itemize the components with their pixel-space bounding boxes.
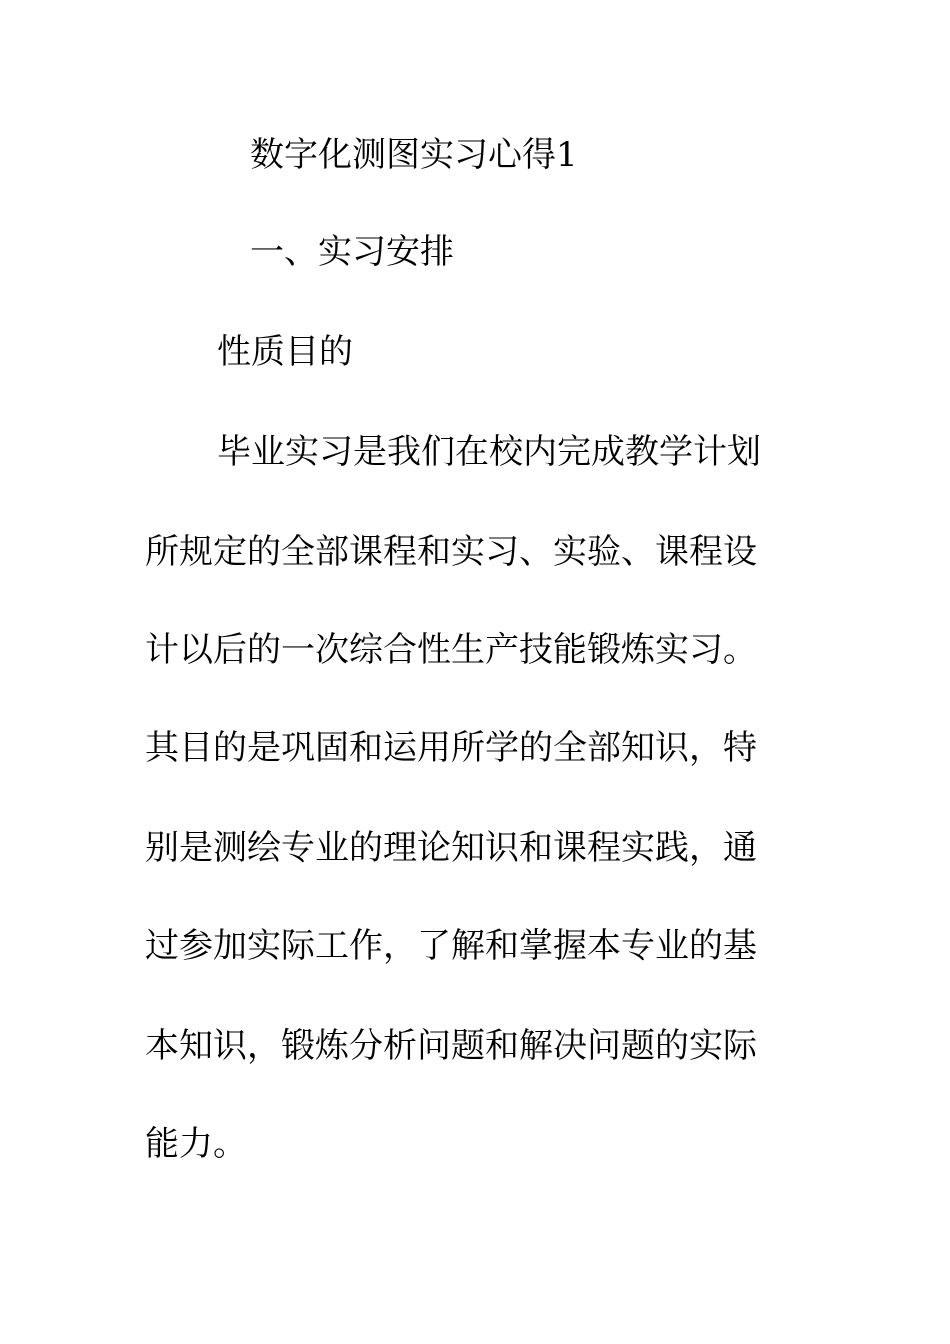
paragraph-line: 其目的是巩固和运用所学的全部知识，特 xyxy=(145,728,757,768)
paragraph-line: 别是测绘专业的理论知识和课程实践，通 xyxy=(145,828,757,868)
paragraph-line: 能力。 xyxy=(145,1124,247,1164)
section-heading: 一、实习安排 xyxy=(250,232,454,272)
paragraph-line: 计以后的一次综合性生产技能锻炼实习。 xyxy=(145,630,757,670)
paragraph-line: 本知识，锻炼分析问题和解决问题的实际 xyxy=(145,1026,757,1066)
subheading: 性质目的 xyxy=(217,332,353,372)
paragraph-line: 所规定的全部课程和实习、实验、课程设 xyxy=(145,532,757,572)
document-title: 数字化测图实习心得1 xyxy=(250,135,578,175)
paragraph-line: 过参加实际工作，了解和掌握本专业的基 xyxy=(145,926,757,966)
paragraph-line: 毕业实习是我们在校内完成教学计划 xyxy=(217,432,761,472)
